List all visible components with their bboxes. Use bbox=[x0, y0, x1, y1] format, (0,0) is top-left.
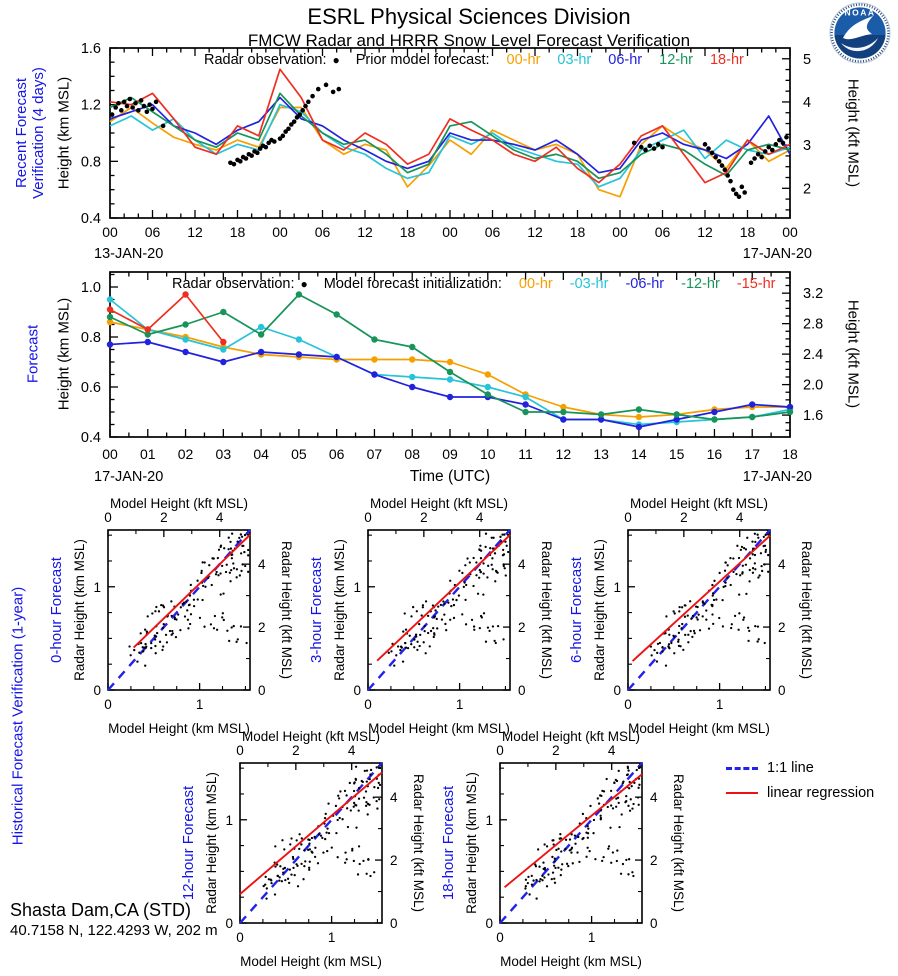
svg-text:4: 4 bbox=[803, 94, 812, 111]
svg-text:17-JAN-20: 17-JAN-20 bbox=[742, 469, 812, 485]
forecast-legend-item: -15-hr bbox=[736, 276, 776, 292]
svg-text:Model Height (kft MSL): Model Height (kft MSL) bbox=[241, 729, 381, 744]
svg-text:Model Height (kft MSL): Model Height (kft MSL) bbox=[109, 496, 249, 511]
recent-legend-item: 00-hr bbox=[506, 52, 541, 68]
svg-text:2: 2 bbox=[420, 510, 428, 525]
svg-text:00: 00 bbox=[442, 224, 458, 240]
svg-text:0.6: 0.6 bbox=[80, 380, 101, 396]
svg-text:1: 1 bbox=[485, 812, 493, 828]
svg-text:4: 4 bbox=[475, 510, 484, 525]
forecast-legend-obs-label: Radar observation: bbox=[172, 276, 295, 292]
svg-text:1.2: 1.2 bbox=[80, 97, 101, 114]
svg-text:18: 18 bbox=[782, 446, 798, 462]
forecast-legend-series-label: Model forecast initialization: bbox=[323, 276, 502, 292]
svg-text:08: 08 bbox=[404, 446, 421, 462]
svg-text:1: 1 bbox=[715, 697, 724, 712]
svg-text:16: 16 bbox=[706, 446, 723, 462]
svg-text:18: 18 bbox=[569, 224, 586, 240]
svg-text:0.4: 0.4 bbox=[80, 211, 101, 227]
svg-text:Radar Height (kft MSL): Radar Height (kft MSL) bbox=[539, 540, 554, 680]
svg-text:Model Height (kft MSL): Model Height (kft MSL) bbox=[369, 496, 509, 511]
svg-text:09: 09 bbox=[442, 446, 458, 462]
station-name: Shasta Dam,CA (STD) bbox=[10, 900, 192, 920]
svg-text:01: 01 bbox=[139, 446, 156, 462]
svg-text:13: 13 bbox=[593, 446, 609, 462]
forecast-chart-canvas bbox=[0, 263, 898, 495]
svg-text:2: 2 bbox=[518, 620, 526, 636]
svg-text:18: 18 bbox=[739, 224, 756, 240]
svg-text:07: 07 bbox=[366, 446, 383, 462]
svg-text:14: 14 bbox=[631, 446, 647, 462]
svg-text:Radar Height (kft MSL): Radar Height (kft MSL) bbox=[411, 773, 426, 913]
forecast-legend-item: -12-hr bbox=[681, 276, 720, 292]
svg-text:4: 4 bbox=[390, 790, 398, 806]
svg-text:2: 2 bbox=[258, 620, 266, 636]
svg-text:4: 4 bbox=[735, 510, 744, 525]
svg-text:00: 00 bbox=[102, 224, 118, 240]
svg-text:4: 4 bbox=[518, 557, 526, 573]
recent-legend-item: 12-hr bbox=[659, 52, 693, 68]
scatter-3hr-canvas bbox=[308, 498, 568, 743]
svg-text:0-hour Forecast: 0-hour Forecast bbox=[48, 557, 65, 663]
svg-text:00: 00 bbox=[102, 446, 118, 462]
svg-text:0: 0 bbox=[225, 916, 233, 931]
station-info bbox=[10, 899, 218, 940]
recent-chart-legend bbox=[204, 52, 744, 68]
scatter-0hr-canvas bbox=[48, 498, 308, 743]
scatter-6hr-canvas bbox=[568, 498, 828, 743]
svg-text:Model Height (km MSL): Model Height (km MSL) bbox=[108, 721, 250, 736]
svg-text:Radar Height (km MSL): Radar Height (km MSL) bbox=[204, 772, 219, 914]
svg-text:1: 1 bbox=[353, 579, 361, 595]
recent-legend-item: 03-hr bbox=[557, 52, 592, 68]
forecast-legend-item: 00-hr bbox=[518, 276, 553, 292]
svg-text:0: 0 bbox=[93, 683, 101, 698]
one-to-one-label: 1:1 line bbox=[767, 760, 814, 776]
svg-text:5: 5 bbox=[803, 51, 812, 68]
svg-text:0: 0 bbox=[613, 683, 621, 698]
svg-text:0: 0 bbox=[258, 683, 266, 698]
forecast-chart-legend bbox=[172, 276, 776, 292]
recent-legend-item: 06-hr bbox=[608, 52, 643, 68]
svg-text:Time (UTC): Time (UTC) bbox=[409, 468, 491, 485]
svg-text:12: 12 bbox=[697, 224, 713, 240]
recent-chart-ylabel: Height (km MSL) bbox=[55, 76, 73, 190]
svg-text:18-hour Forecast: 18-hour Forecast bbox=[440, 785, 457, 901]
svg-text:Radar Height (kft MSL): Radar Height (kft MSL) bbox=[279, 540, 294, 680]
svg-text:0: 0 bbox=[778, 683, 786, 698]
svg-text:2: 2 bbox=[292, 743, 300, 758]
svg-text:0: 0 bbox=[518, 683, 526, 698]
svg-text:06: 06 bbox=[144, 224, 161, 240]
svg-text:1.0: 1.0 bbox=[80, 280, 101, 296]
svg-text:0: 0 bbox=[364, 510, 372, 525]
svg-text:17: 17 bbox=[744, 446, 761, 462]
svg-text:04: 04 bbox=[253, 446, 269, 462]
page-subtitle: FMCW Radar and HRRR Snow Level Forecast Verification bbox=[247, 31, 691, 50]
svg-text:1: 1 bbox=[455, 697, 464, 712]
forecast-legend-item: -06-hr bbox=[625, 276, 665, 292]
svg-text:2: 2 bbox=[390, 853, 398, 869]
svg-text:02: 02 bbox=[177, 446, 194, 462]
svg-text:0: 0 bbox=[104, 697, 112, 712]
section-label-recent-verification: Recent Forecast Verification (4 days) bbox=[13, 67, 47, 199]
svg-text:12: 12 bbox=[187, 224, 203, 240]
svg-text:4: 4 bbox=[607, 743, 616, 758]
legend-one-to-one bbox=[726, 756, 874, 781]
svg-text:6-hour Forecast: 6-hour Forecast bbox=[568, 557, 585, 663]
noaa-logo-text: NOAA bbox=[844, 7, 876, 18]
svg-text:1: 1 bbox=[587, 930, 596, 945]
scatter-18hr-canvas bbox=[440, 731, 700, 976]
svg-text:0: 0 bbox=[496, 743, 504, 758]
svg-text:1: 1 bbox=[327, 930, 336, 945]
regression-label: linear regression bbox=[767, 784, 875, 801]
svg-text:0: 0 bbox=[390, 916, 398, 931]
recent-legend-series-label: Prior model forecast: bbox=[355, 52, 490, 68]
svg-text:1: 1 bbox=[195, 697, 204, 712]
section-label-historical-verification: Historical Forecast Verification (1-year) bbox=[9, 586, 27, 846]
svg-text:2: 2 bbox=[160, 510, 168, 525]
svg-text:0.8: 0.8 bbox=[80, 330, 101, 346]
svg-text:1.6: 1.6 bbox=[80, 41, 101, 57]
svg-text:00: 00 bbox=[612, 224, 628, 240]
one-to-one-line-swatch bbox=[726, 767, 758, 770]
svg-text:4: 4 bbox=[650, 790, 658, 806]
svg-text:12: 12 bbox=[527, 224, 543, 240]
obs-dot-icon: ● bbox=[332, 53, 340, 67]
svg-text:Model Height (km MSL): Model Height (km MSL) bbox=[240, 954, 382, 969]
svg-text:Radar Height (km MSL): Radar Height (km MSL) bbox=[72, 539, 87, 681]
svg-text:0: 0 bbox=[236, 930, 244, 945]
svg-text:11: 11 bbox=[518, 446, 533, 462]
svg-text:10: 10 bbox=[479, 446, 496, 462]
svg-text:12: 12 bbox=[357, 224, 373, 240]
svg-text:12: 12 bbox=[555, 446, 572, 462]
svg-text:4: 4 bbox=[778, 557, 786, 573]
svg-text:Radar Height (km MSL): Radar Height (km MSL) bbox=[592, 539, 607, 681]
svg-text:06: 06 bbox=[314, 224, 331, 240]
svg-text:0: 0 bbox=[496, 930, 504, 945]
svg-text:2.8: 2.8 bbox=[803, 316, 824, 333]
svg-text:0: 0 bbox=[236, 743, 244, 758]
page-title: ESRL Physical Sciences Division bbox=[307, 4, 631, 29]
svg-text:0: 0 bbox=[624, 697, 632, 712]
svg-text:Model Height (km MSL): Model Height (km MSL) bbox=[368, 721, 510, 736]
svg-text:3-hour Forecast: 3-hour Forecast bbox=[308, 557, 325, 663]
svg-text:1: 1 bbox=[93, 579, 101, 595]
forecast-chart-ylabel-right: Height (kft MSL) bbox=[844, 299, 862, 409]
svg-text:2: 2 bbox=[803, 181, 812, 198]
svg-text:2.4: 2.4 bbox=[803, 347, 824, 364]
svg-text:1.6: 1.6 bbox=[803, 408, 824, 425]
svg-text:00: 00 bbox=[272, 224, 288, 240]
svg-text:Model Height (kft MSL): Model Height (kft MSL) bbox=[501, 729, 641, 744]
svg-text:03: 03 bbox=[215, 446, 232, 462]
legend-regression bbox=[726, 781, 874, 806]
svg-text:18: 18 bbox=[229, 224, 246, 240]
svg-text:1: 1 bbox=[225, 812, 233, 828]
svg-text:1: 1 bbox=[613, 579, 621, 595]
svg-text:3.2: 3.2 bbox=[803, 286, 824, 303]
recent-legend-obs-label: Radar observation: bbox=[204, 52, 327, 68]
svg-text:4: 4 bbox=[258, 557, 266, 573]
svg-text:13-JAN-20: 13-JAN-20 bbox=[94, 246, 164, 262]
svg-text:00: 00 bbox=[782, 224, 798, 240]
svg-text:4: 4 bbox=[215, 510, 224, 525]
svg-text:17-JAN-20: 17-JAN-20 bbox=[94, 469, 164, 485]
svg-text:0: 0 bbox=[485, 916, 493, 931]
svg-text:0: 0 bbox=[353, 683, 361, 698]
scatter-12hr-canvas bbox=[180, 731, 440, 976]
svg-text:2: 2 bbox=[778, 620, 786, 636]
svg-text:18: 18 bbox=[399, 224, 416, 240]
svg-text:06: 06 bbox=[484, 224, 501, 240]
svg-text:05: 05 bbox=[291, 446, 307, 462]
svg-text:0: 0 bbox=[624, 510, 632, 525]
svg-text:0: 0 bbox=[650, 916, 658, 931]
forecast-chart-ylabel: Height (km MSL) bbox=[55, 297, 73, 411]
station-coordinates: 40.7158 N, 122.4293 W, 202 m bbox=[10, 921, 218, 939]
svg-text:0.4: 0.4 bbox=[80, 430, 101, 446]
svg-text:Radar Height (kft MSL): Radar Height (kft MSL) bbox=[671, 773, 686, 913]
scatter-legend bbox=[726, 756, 874, 805]
svg-text:2: 2 bbox=[552, 743, 560, 758]
svg-text:06: 06 bbox=[328, 446, 345, 462]
svg-text:Model Height (kft MSL): Model Height (kft MSL) bbox=[629, 496, 769, 511]
svg-text:3: 3 bbox=[803, 138, 812, 155]
recent-legend-item: 18-hr bbox=[709, 52, 744, 68]
obs-dot-icon: ● bbox=[300, 277, 308, 291]
recent-chart-canvas bbox=[0, 40, 898, 270]
svg-text:0.8: 0.8 bbox=[80, 154, 101, 171]
svg-text:2: 2 bbox=[680, 510, 688, 525]
svg-text:2: 2 bbox=[650, 853, 658, 869]
recent-chart-ylabel-right: Height (kft MSL) bbox=[844, 78, 862, 188]
svg-text:Model Height (km MSL): Model Height (km MSL) bbox=[500, 954, 642, 969]
forecast-legend-item: -03-hr bbox=[569, 276, 609, 292]
svg-text:0: 0 bbox=[364, 697, 372, 712]
svg-text:06: 06 bbox=[654, 224, 671, 240]
svg-text:Model Height (km MSL): Model Height (km MSL) bbox=[628, 721, 770, 736]
svg-text:12-hour Forecast: 12-hour Forecast bbox=[180, 785, 197, 901]
regression-line-swatch bbox=[726, 792, 758, 794]
svg-text:Radar Height (km MSL): Radar Height (km MSL) bbox=[332, 539, 347, 681]
section-label-forecast: Forecast bbox=[24, 324, 42, 384]
svg-text:2.0: 2.0 bbox=[803, 377, 824, 394]
svg-text:Radar Height (kft MSL): Radar Height (kft MSL) bbox=[799, 540, 814, 680]
svg-text:Radar Height (km MSL): Radar Height (km MSL) bbox=[464, 772, 479, 914]
svg-text:15: 15 bbox=[668, 446, 685, 462]
svg-text:4: 4 bbox=[347, 743, 356, 758]
svg-text:17-JAN-20: 17-JAN-20 bbox=[742, 246, 812, 262]
svg-text:0: 0 bbox=[104, 510, 112, 525]
